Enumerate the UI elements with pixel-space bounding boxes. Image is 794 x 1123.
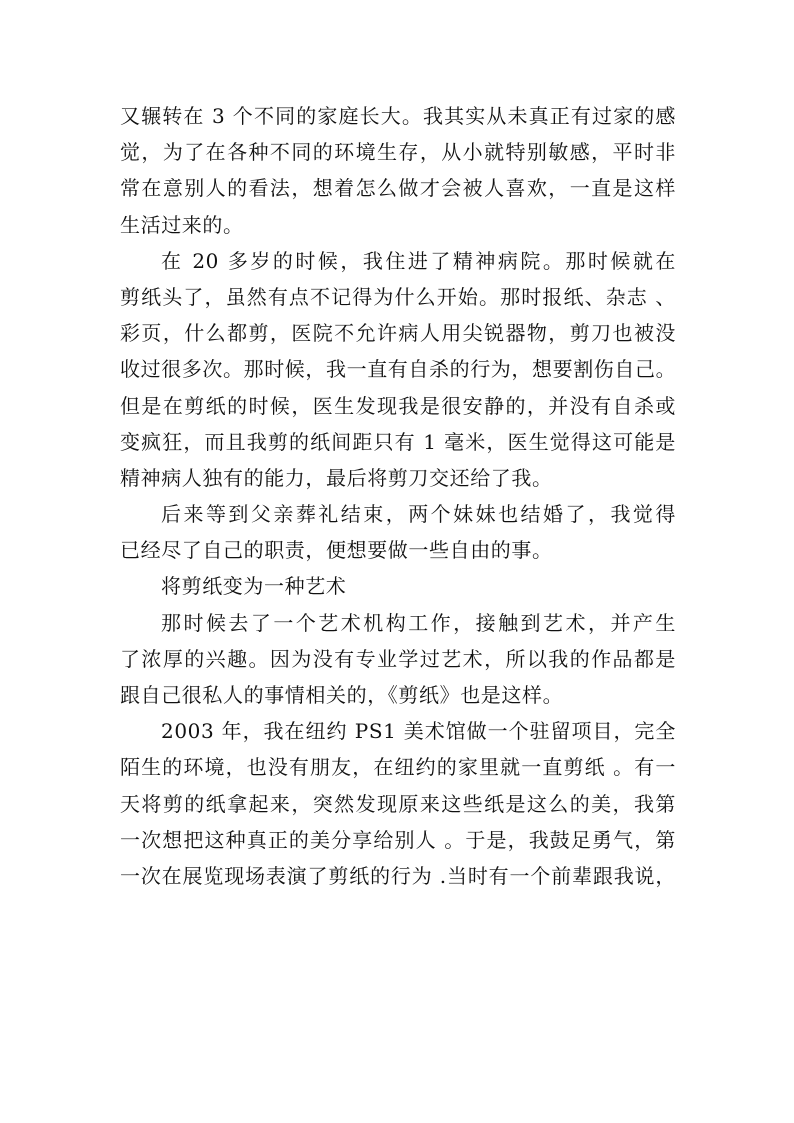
paragraph-5 bbox=[120, 605, 676, 714]
text-line: 一次想把这种真正的美分享给别人 。于是，我鼓足勇气，第 bbox=[120, 827, 676, 852]
paragraph-3 bbox=[120, 496, 676, 568]
text-line: 收过很多次。那时候，我一直有自杀的行为，想要割伤自己。 bbox=[120, 357, 677, 382]
text-line: 精神病人独有的能力，最后将剪刀交还给了我。 bbox=[120, 465, 553, 490]
paragraph-1 bbox=[120, 98, 676, 243]
text-line: 变疯狂，而且我剪的纸间距只有 1 毫米，医生觉得这可能是 bbox=[120, 429, 676, 454]
text-line: 剪纸头了，虽然有点不记得为什么开始。那时报纸、杂志 、 bbox=[120, 284, 676, 309]
text-line: 天将剪的纸拿起来，突然发现原来这些纸是这么的美，我第 bbox=[120, 791, 676, 816]
text-line: 觉，为了在各种不同的环境生存，从小就特别敏感，平时非 bbox=[120, 140, 676, 165]
text-line: 陌生的环境，也没有朋友，在纽约的家里就一直剪纸 。有一 bbox=[120, 755, 676, 780]
document-body bbox=[120, 98, 676, 894]
paragraph-2 bbox=[120, 243, 676, 496]
text-line: 一次在展览现场表演了剪纸的行为 .当时有一个前辈跟我说， bbox=[120, 863, 676, 888]
text-line: 生活过来的。 bbox=[120, 212, 244, 237]
text-line: 常在意别人的看法，想着怎么做才会被人喜欢，一直是这样 bbox=[120, 176, 676, 201]
text-line: 但是在剪纸的时候，医生发现我是很安静的，并没有自杀或 bbox=[120, 393, 676, 418]
text-line: 后来等到父亲葬礼结束，两个妹妹也结婚了，我觉得 bbox=[161, 502, 676, 527]
text-line: 又辗转在 3 个不同的家庭长大。我其实从未真正有过家的感 bbox=[120, 104, 676, 128]
section-heading bbox=[120, 568, 676, 604]
section-heading-text: 将剪纸变为一种艺术 bbox=[161, 574, 347, 599]
text-line: 跟自己很私人的事情相关的，《剪纸》也是这样。 bbox=[120, 683, 564, 707]
text-line: 彩页，什么都剪，医院不允许病人用尖锐器物，剪刀也被没 bbox=[120, 321, 676, 346]
text-line: 已经尽了自己的职责，便想要做一些自由的事。 bbox=[120, 538, 553, 563]
text-line: 在 20 多岁的时候，我住进了精神病院。那时候就在 bbox=[161, 248, 676, 273]
text-line: 了浓厚的兴趣。因为没有专业学过艺术，所以我的作品都是 bbox=[120, 646, 676, 671]
text-line: 那时候去了一个艺术机构工作，接触到艺术，并产生 bbox=[161, 610, 676, 635]
text-line: 2003 年，我在纽约 PS1 美术馆做一个驻留项目，完全 bbox=[161, 719, 676, 744]
paragraph-6 bbox=[120, 713, 676, 894]
